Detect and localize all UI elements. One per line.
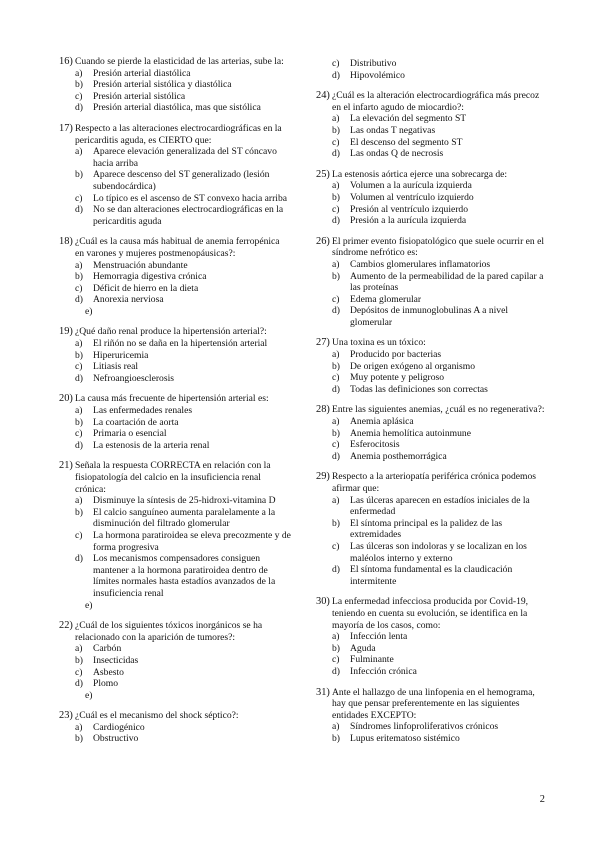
option-text: Distributivo [350, 58, 397, 69]
answer-option [332, 439, 548, 451]
option-text: La elevación del segmento ST [350, 113, 467, 125]
question-text: Ante el hallazgo de una linfopenia en el hemograma, hay que pensar preferentemente en las siguientes entidades EXCEPTO: [332, 686, 535, 721]
answer-option [332, 192, 548, 204]
answer-option [75, 260, 291, 272]
option-letter: d) [75, 678, 83, 690]
empty-option-letter: e) [85, 599, 93, 611]
option-letter: b) [75, 506, 83, 518]
question-number: 24) [316, 90, 330, 102]
option-text: Insecticidas [93, 654, 139, 666]
option-letter: b) [332, 124, 340, 136]
question-block [59, 326, 291, 384]
option-text: No se dan alteraciones electrocardiográficas en la pericarditis aguda [93, 204, 284, 227]
option-text: El descenso del segmento ST [350, 136, 463, 148]
option-letter: b) [332, 732, 340, 744]
option-letter: d) [332, 450, 340, 462]
answer-option [75, 667, 291, 679]
answer-option [75, 417, 291, 429]
option-letter: c) [75, 529, 83, 541]
option-text: Primaria o esencial [93, 428, 167, 440]
question-block [316, 90, 548, 160]
answer-option [75, 373, 291, 385]
question-block [316, 236, 548, 329]
option-letter: c) [332, 654, 340, 666]
answer-option [332, 271, 548, 294]
option-text: Presión al ventrículo izquierdo [350, 203, 469, 215]
question-text: ¿Cuál es el mecanismo del shock séptico?: [75, 710, 239, 722]
answer-option [332, 518, 548, 541]
answer-option [75, 102, 291, 114]
question-number: 20) [59, 393, 73, 405]
option-letter: b) [75, 271, 83, 283]
option-text: Menstruación abundante [93, 259, 188, 271]
answer-option [332, 70, 548, 82]
option-text: Volumen a la aurícula izquierda [350, 180, 472, 192]
option-text: Las ondas T negativas [350, 124, 436, 136]
right-column [316, 58, 548, 753]
option-text: Nefroangioesclerosis [93, 372, 174, 384]
question-block [59, 236, 291, 317]
question-text: La estenosis aórtica ejerce una sobrecarga de: [332, 168, 508, 180]
answer-option [332, 305, 548, 328]
option-letter: a) [75, 643, 83, 655]
option-letter: d) [75, 294, 83, 306]
question-number: 21) [59, 460, 73, 472]
answer-option [332, 631, 548, 643]
option-letter: a) [332, 349, 340, 361]
answer-option [332, 428, 548, 440]
question-text: ¿Qué daño renal produce la hipertensión arterial?: [75, 326, 267, 338]
question-text: La causa más frecuente de hipertensión arterial es: [75, 393, 269, 405]
answer-option [332, 372, 548, 384]
option-letter: a) [75, 495, 83, 507]
answer-option [75, 405, 291, 417]
option-letter: b) [75, 733, 83, 745]
option-letter: b) [75, 169, 83, 181]
answer-option [332, 349, 548, 361]
answer-option [332, 361, 548, 373]
option-letter: a) [332, 416, 340, 428]
question-number: 27) [316, 337, 330, 349]
empty-option-letter: e) [85, 305, 93, 317]
option-letter: b) [75, 654, 83, 666]
option-letter: b) [332, 360, 340, 372]
option-text: Todas las definiciones son correctas [350, 383, 488, 395]
answer-option [75, 643, 291, 655]
option-text: Infección crónica [350, 665, 417, 677]
option-letter: a) [75, 405, 83, 417]
option-text: Anemia aplásica [350, 416, 414, 428]
question-block [316, 169, 548, 227]
option-letter: a) [75, 259, 83, 271]
answer-option [75, 294, 291, 306]
option-text: Anemia posthemorrágica [350, 450, 447, 462]
option-letter: b) [75, 349, 83, 361]
answer-option [75, 553, 291, 599]
option-letter: c) [332, 203, 340, 215]
answer-option [332, 721, 548, 733]
option-text: La hormona paratiroidea se eleva precozmente y de forma progresiva [93, 529, 291, 553]
option-letter: b) [332, 517, 340, 529]
option-text: Cardiogénico [93, 721, 145, 733]
option-letter: a) [332, 631, 340, 643]
option-text: Edema glomerular [350, 293, 422, 305]
question-block [59, 393, 291, 451]
option-text: Lupus eritematoso sistémico [350, 732, 460, 744]
option-text: Los mecanismos compensadores consiguen mantener a la hormona paratiroidea dentro de límites normales hasta estadíos avanzados de la insuficiencia renal [93, 553, 276, 599]
answer-option [75, 530, 291, 553]
option-letter: c) [332, 58, 340, 69]
answer-option [332, 180, 548, 192]
page-number: 2 [539, 794, 545, 805]
question-block [59, 123, 291, 227]
question-block [59, 460, 291, 611]
option-letter: a) [75, 338, 83, 350]
option-text: Esferocitosis [350, 439, 400, 451]
option-letter: d) [332, 564, 340, 576]
answer-option [75, 193, 291, 205]
option-text: Aparece elevación generalizada del ST cóncavo hacia arriba [93, 146, 277, 169]
option-text: Carbón [93, 643, 122, 655]
question-number: 26) [316, 235, 330, 247]
option-text: Presión arterial sistólica y diastólica [93, 79, 232, 91]
option-text: El síntoma fundamental es la claudicación intermitente [350, 564, 513, 587]
question-number: 19) [59, 326, 73, 338]
option-text: Asbesto [93, 666, 124, 678]
option-text: Fulminante [350, 654, 394, 666]
option-text: Plomo [93, 678, 119, 690]
option-letter: a) [332, 113, 340, 125]
question-text: ¿Cuál de los siguientes tóxicos inorgánicos se ha relacionado con la aparición de tumores?: [75, 620, 263, 643]
option-text: La coartación de aorta [93, 416, 179, 428]
answer-option [75, 361, 291, 373]
option-letter: d) [332, 148, 340, 160]
question-text: Señala la respuesta CORRECTA en relación con la fisiopatología del calcio en la insuficiencia renal crónica: [75, 460, 271, 495]
option-text: Las ondas Q de necrosis [350, 148, 444, 160]
question-text: La enfermedad infecciosa producida por Covid-19, teniendo en cuenta su evolución, se identifica en la mayoría de los casos, como: [332, 596, 529, 631]
option-letter: b) [332, 427, 340, 439]
option-letter: d) [332, 215, 340, 227]
question-block [59, 620, 291, 701]
answer-option [332, 125, 548, 137]
option-text: El calcio sanguíneo aumenta paralelamente a la disminución del filtrado glomerular [93, 506, 276, 530]
option-letter: d) [332, 305, 340, 317]
answer-option [332, 416, 548, 428]
option-letter: c) [75, 192, 83, 204]
question-text: El primer evento fisiopatológico que suele ocurrir en el síndrome nefrótico es: [332, 235, 545, 259]
question-number: 28) [316, 404, 330, 416]
option-letter: a) [332, 721, 340, 733]
question-text: Entre las siguientes anemias, ¿cuál es no regenerativa?: [332, 404, 545, 416]
answer-option [332, 451, 548, 463]
option-text: Obstructivo [93, 733, 139, 745]
option-letter: c) [332, 439, 340, 451]
option-text: Infección lenta [350, 631, 408, 643]
option-letter: b) [332, 191, 340, 203]
option-letter: d) [332, 665, 340, 677]
option-letter: c) [332, 136, 340, 148]
answer-option [332, 113, 548, 125]
option-letter: c) [75, 428, 83, 440]
question-number: 30) [316, 596, 330, 608]
option-letter: b) [75, 416, 83, 428]
option-letter: d) [332, 69, 340, 81]
answer-option [332, 733, 548, 745]
answer-option [332, 259, 548, 271]
option-text: Presión arterial diastólica, mas que sistólica [93, 102, 261, 114]
option-text: Las enfermedades renales [93, 405, 193, 417]
question-block [59, 710, 291, 745]
option-text: Depósitos de inmunoglobulinas A a nivel glomerular [350, 305, 509, 328]
answer-option [332, 294, 548, 306]
option-letter: b) [332, 642, 340, 654]
question-number: 16) [59, 56, 73, 67]
question-number: 29) [316, 471, 330, 483]
option-letter: a) [75, 146, 83, 158]
question-text: ¿Cuál es la alteración electrocardiográfica más precoz en el infarto agudo de miocardio?: [332, 90, 540, 113]
option-text: Producido por bacterias [350, 349, 442, 361]
answer-option [332, 495, 548, 518]
question-block [316, 596, 548, 677]
answer-option [332, 654, 548, 666]
question-text: Una toxina es un tóxico: [332, 337, 426, 349]
option-letter: d) [332, 383, 340, 395]
option-letter: c) [332, 540, 340, 552]
answer-option [75, 655, 291, 667]
question-number: 25) [316, 168, 330, 180]
question-number: 31) [316, 686, 330, 698]
answer-option [75, 271, 291, 283]
option-letter: a) [332, 494, 340, 506]
answer-option [75, 428, 291, 440]
answer-option [332, 148, 548, 160]
option-letter: c) [75, 666, 83, 678]
option-text: Presión arterial sistólica [93, 90, 186, 102]
option-text: De origen exógeno al organismo [350, 360, 476, 372]
option-text: Las úlceras aparecen en estadíos iniciales de la enfermedad [350, 494, 530, 518]
answer-option [75, 507, 291, 530]
option-text: Litiasis real [93, 361, 139, 373]
question-number: 23) [59, 710, 73, 722]
option-letter: d) [75, 372, 83, 384]
answer-option [332, 137, 548, 149]
option-letter: d) [75, 102, 83, 114]
option-letter: a) [75, 721, 83, 733]
option-letter: a) [332, 258, 340, 270]
option-letter: d) [75, 553, 83, 565]
option-letter: a) [75, 67, 83, 79]
answer-option [75, 733, 291, 745]
answer-option [75, 440, 291, 452]
answer-option [75, 79, 291, 91]
answer-option [332, 666, 548, 678]
option-text: La estenosis de la arteria renal [93, 439, 210, 451]
option-text: Síndromes linfoproliferativos crónicos [350, 721, 499, 733]
answer-option [75, 91, 291, 103]
option-text: Anorexia nerviosa [93, 294, 164, 306]
question-number: 17) [59, 122, 73, 134]
option-letter: c) [332, 372, 340, 384]
answer-option [75, 678, 291, 690]
option-text: Volumen al ventrículo izquierdo [350, 191, 474, 203]
option-text: El riñón no se daña en la hipertensión arterial [93, 338, 268, 350]
option-text: Presión arterial diastólica [93, 67, 191, 79]
option-text: Hiperuricemia [93, 349, 149, 361]
option-text: El síntoma principal es la palidez de las extremidades [350, 517, 503, 541]
question-text: Cuando se pierde la elasticidad de las arterias, sube la: [75, 56, 284, 67]
question-block [316, 58, 548, 81]
answer-option [332, 58, 548, 70]
option-text: Muy potente y peligroso [350, 372, 445, 384]
answer-option [75, 68, 291, 80]
question-text: Respecto a la arteriopatía periférica crónica podemos afirmar que: [332, 471, 537, 494]
option-text: Anemia hemolítica autoinmune [350, 427, 471, 439]
answer-option [75, 283, 291, 295]
question-number: 18) [59, 236, 73, 248]
option-text: Cambios glomerulares inflamatorios [350, 258, 491, 270]
option-letter: b) [75, 79, 83, 91]
option-text: Déficit de hierro en la dieta [93, 282, 199, 294]
answer-option [75, 146, 291, 169]
option-letter: d) [75, 439, 83, 451]
answer-option [75, 169, 291, 192]
option-text: Aparece descenso del ST generalizado (lesión subendocárdica) [93, 169, 270, 192]
answer-option [332, 541, 548, 564]
option-letter: c) [75, 90, 83, 102]
empty-option-letter: e) [85, 689, 93, 701]
option-text: Hipovolémico [350, 69, 405, 81]
option-letter: c) [332, 293, 340, 305]
answer-option [75, 204, 291, 227]
question-number: 22) [59, 620, 73, 632]
option-letter: d) [75, 204, 83, 216]
option-text: Aumento de la permeabilidad de la pared capilar a las proteínas [350, 270, 544, 294]
question-block [316, 337, 548, 395]
answer-option [332, 564, 548, 587]
question-block [316, 471, 548, 587]
option-text: Presión a la aurícula izquierda [350, 215, 467, 227]
answer-option [332, 204, 548, 216]
option-text: Lo típico es el ascenso de ST convexo hacia arriba [93, 192, 288, 204]
question-text: ¿Cuál es la causa más habitual de anemia ferropénica en varones y mujeres postmenopáusicas?: [75, 236, 280, 259]
option-text: Aguda [350, 642, 376, 654]
option-text: Disminuye la síntesis de 25-hidroxi-vitamina D [93, 495, 276, 507]
answer-option [75, 338, 291, 350]
option-text: Las úlceras son indoloras y se localizan en los maléolos interno y externo [350, 540, 527, 564]
question-block [59, 56, 291, 114]
option-letter: c) [75, 282, 83, 294]
answer-option [75, 722, 291, 734]
question-text: Respecto a las alteraciones electrocardiográficas en la pericarditis aguda, es CIERTO que: [75, 122, 282, 146]
question-block [316, 404, 548, 462]
option-letter: b) [332, 270, 340, 282]
left-column [59, 56, 291, 754]
answer-option [75, 495, 291, 507]
option-letter: c) [75, 361, 83, 373]
option-text: Hemorragia digestiva crónica [93, 271, 207, 283]
answer-option [332, 384, 548, 396]
question-block [316, 687, 548, 745]
answer-option [332, 643, 548, 655]
option-letter: a) [332, 180, 340, 192]
answer-option [332, 215, 548, 227]
answer-option [75, 350, 291, 362]
